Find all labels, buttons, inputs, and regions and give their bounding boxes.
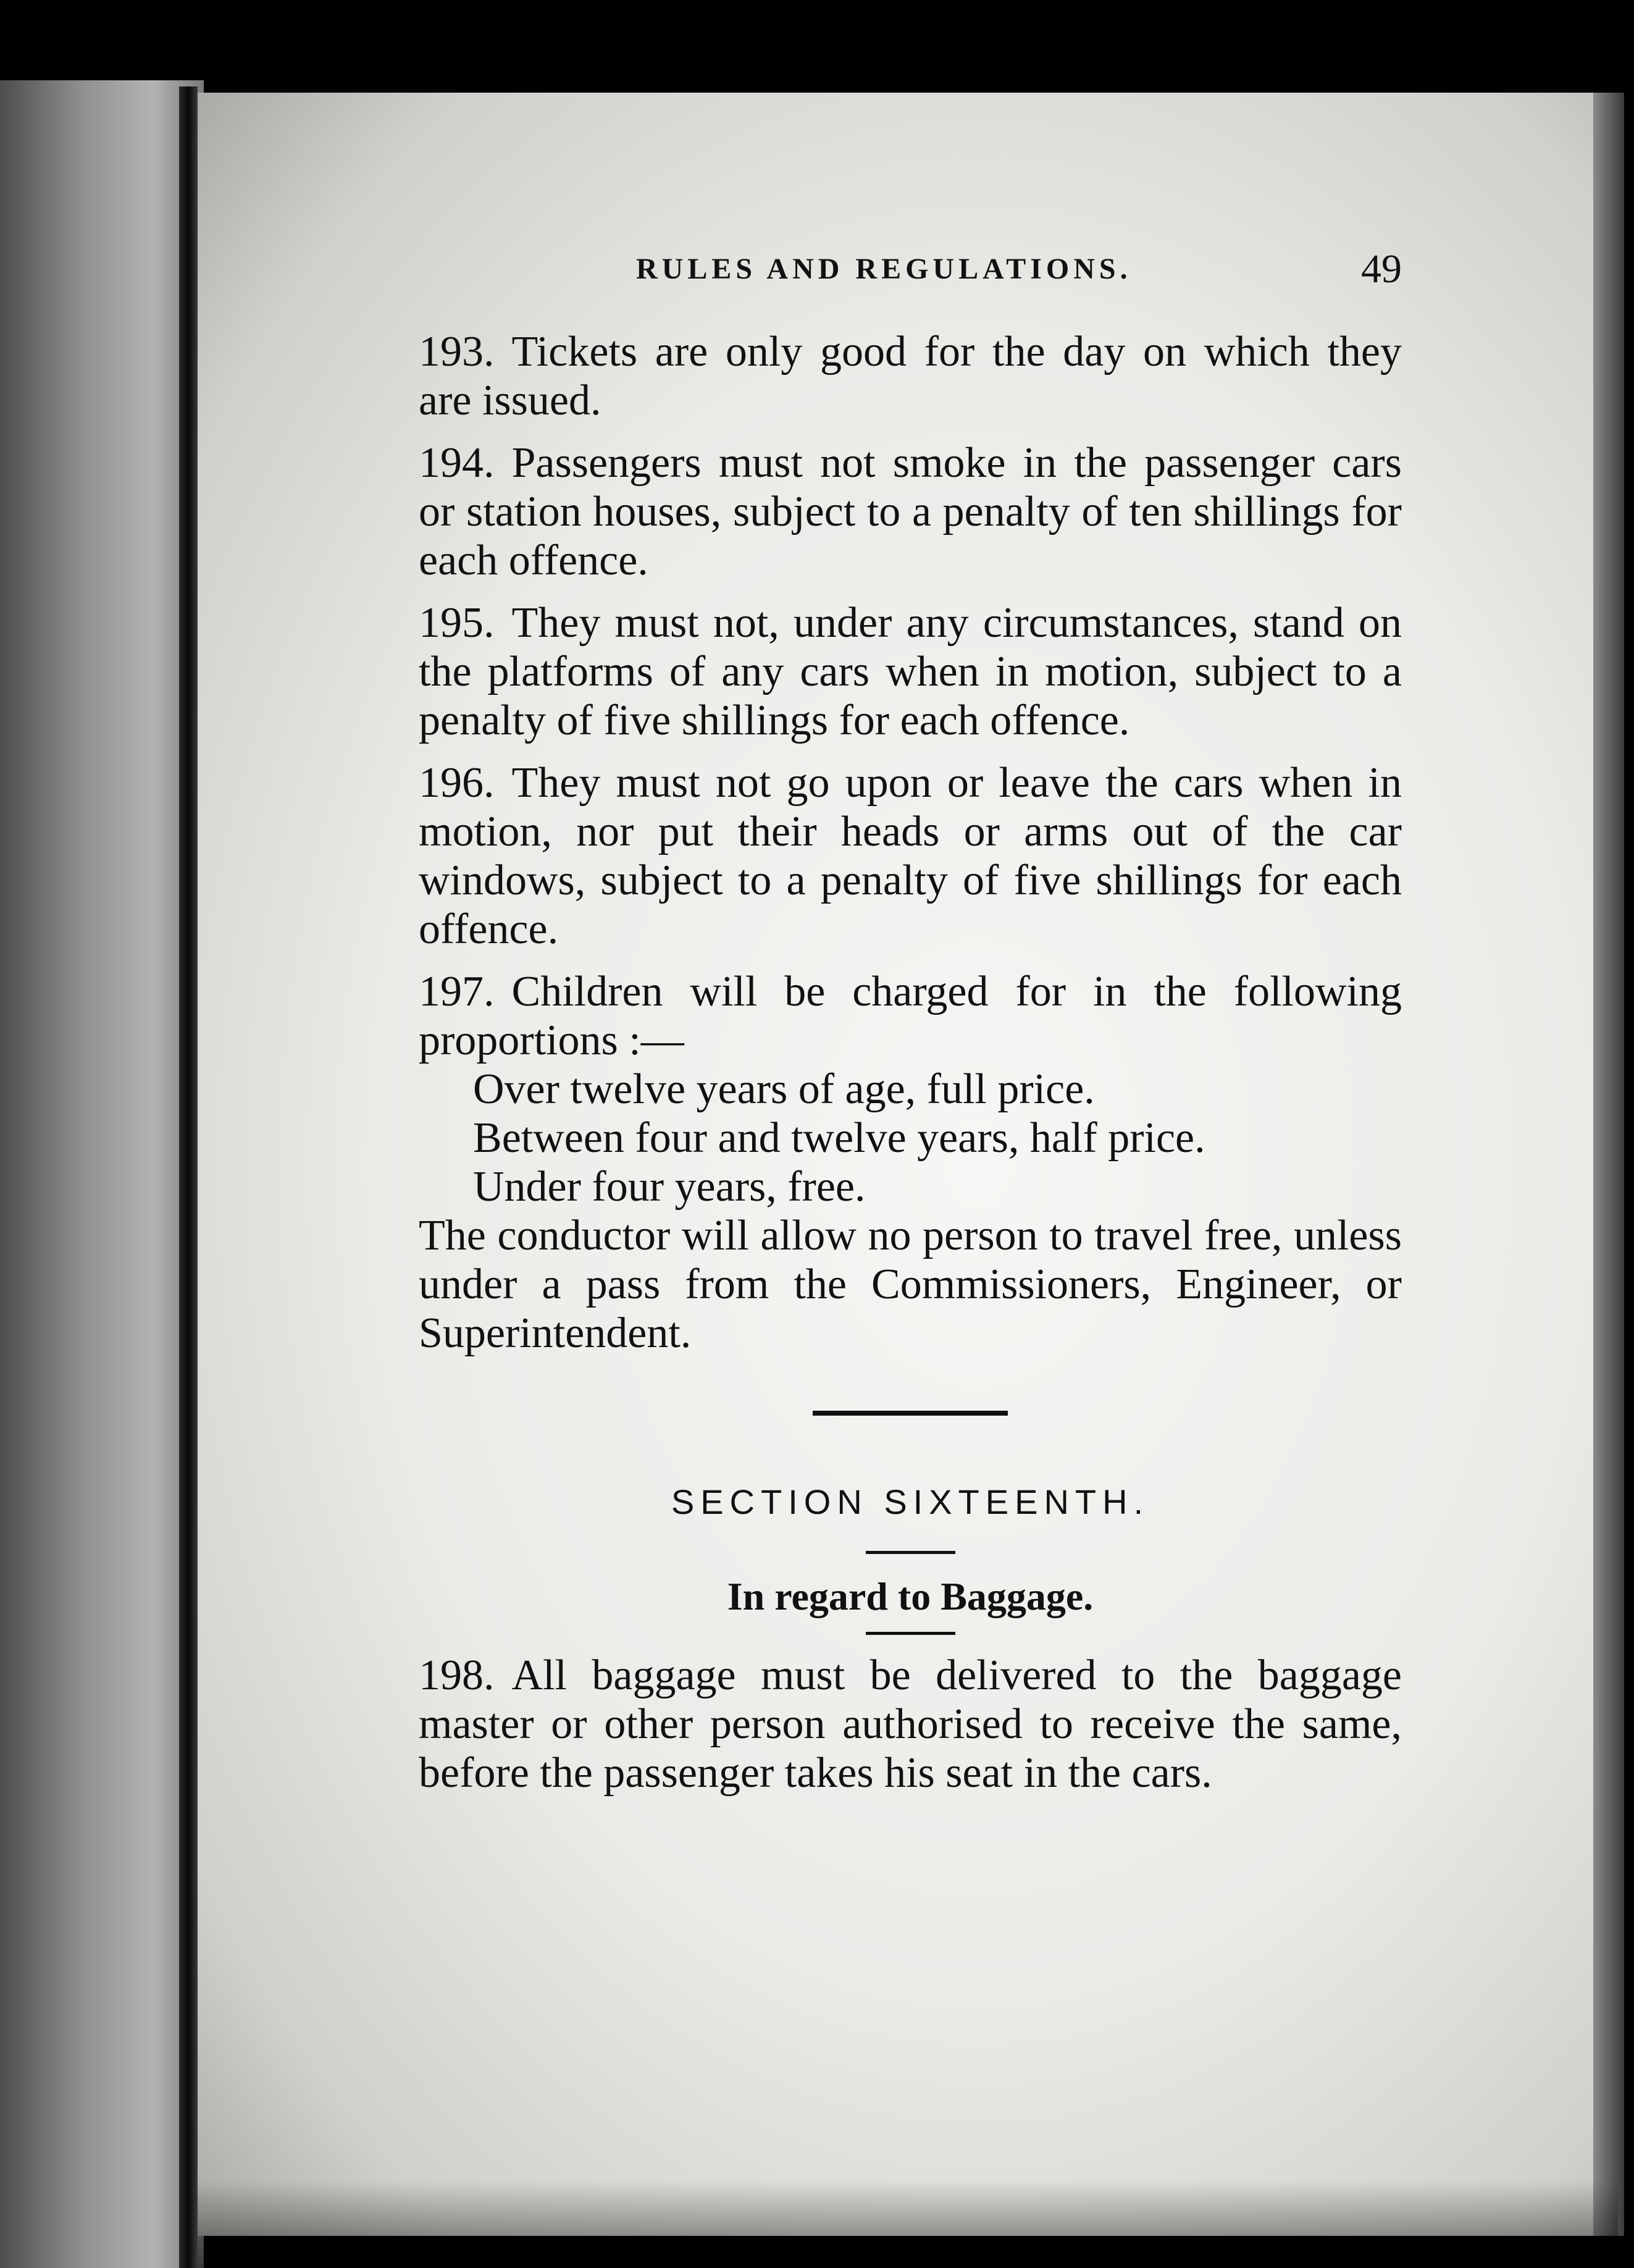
- rule-number: 193.: [419, 328, 495, 376]
- fare-item: Between four and twelve years, half price.: [473, 1114, 1205, 1162]
- rule-text: Tickets are only good for the day on which they are issued.: [419, 328, 1402, 424]
- divider-rule: [813, 1411, 1008, 1416]
- section-subtitle: In regard to Baggage.: [727, 1574, 1094, 1618]
- rule-193: [419, 327, 1402, 425]
- rule-196: [419, 758, 1402, 954]
- rule-197: [419, 967, 1402, 1358]
- rule-text: They must not go upon or leave the cars when in motion, nor put their heads or arms out of the car windows, subject to a penalty of five shillings for each offence.: [419, 759, 1402, 953]
- rule-text: Passengers must not smoke in the passenger cars or station houses, subject to a penalty of ten shillings for each offence.: [419, 439, 1402, 584]
- fare-item: Over twelve years of age, full price.: [473, 1065, 1095, 1113]
- page-edge-shadow: [1593, 93, 1624, 2236]
- page-number: 49: [1361, 246, 1402, 292]
- bottom-shadow: [198, 2180, 1618, 2268]
- rule-number: 196.: [419, 759, 495, 807]
- rule-198: [419, 1651, 1402, 1797]
- rule-195: [419, 598, 1402, 745]
- page-header: [636, 246, 1402, 301]
- left-page-edge: [0, 80, 204, 2268]
- running-head: RULES AND REGULATIONS.: [636, 253, 1132, 285]
- divider-rule-short: [866, 1551, 955, 1554]
- book-gutter: [179, 86, 198, 2268]
- rule-number: 198.: [419, 1652, 495, 1699]
- fare-item: Under four years, free.: [473, 1163, 866, 1211]
- divider-rule-short: [866, 1632, 955, 1635]
- page-body: [419, 327, 1402, 1811]
- rule-text: They must not, under any circumstances, stand on the platforms of any cars when in motion, subject to a penalty of five shillings for each offence.: [419, 599, 1402, 744]
- rule-intro: Children will be charged for in the following proportions :—: [419, 968, 1402, 1064]
- section-title: SECTION SIXTEENTH.: [671, 1482, 1150, 1521]
- rule-number: 195.: [419, 599, 495, 647]
- rule-number: 194.: [419, 439, 495, 487]
- rule-text: All baggage must be delivered to the baggage master or other person authorised to receive the same, before the passenger takes his seat in the cars.: [419, 1652, 1402, 1797]
- rule-closing: The conductor will allow no person to travel free, unless under a pass from the Commissioners, Engineer, or Superintendent.: [419, 1212, 1402, 1357]
- rule-number: 197.: [419, 968, 495, 1015]
- rule-194: [419, 439, 1402, 585]
